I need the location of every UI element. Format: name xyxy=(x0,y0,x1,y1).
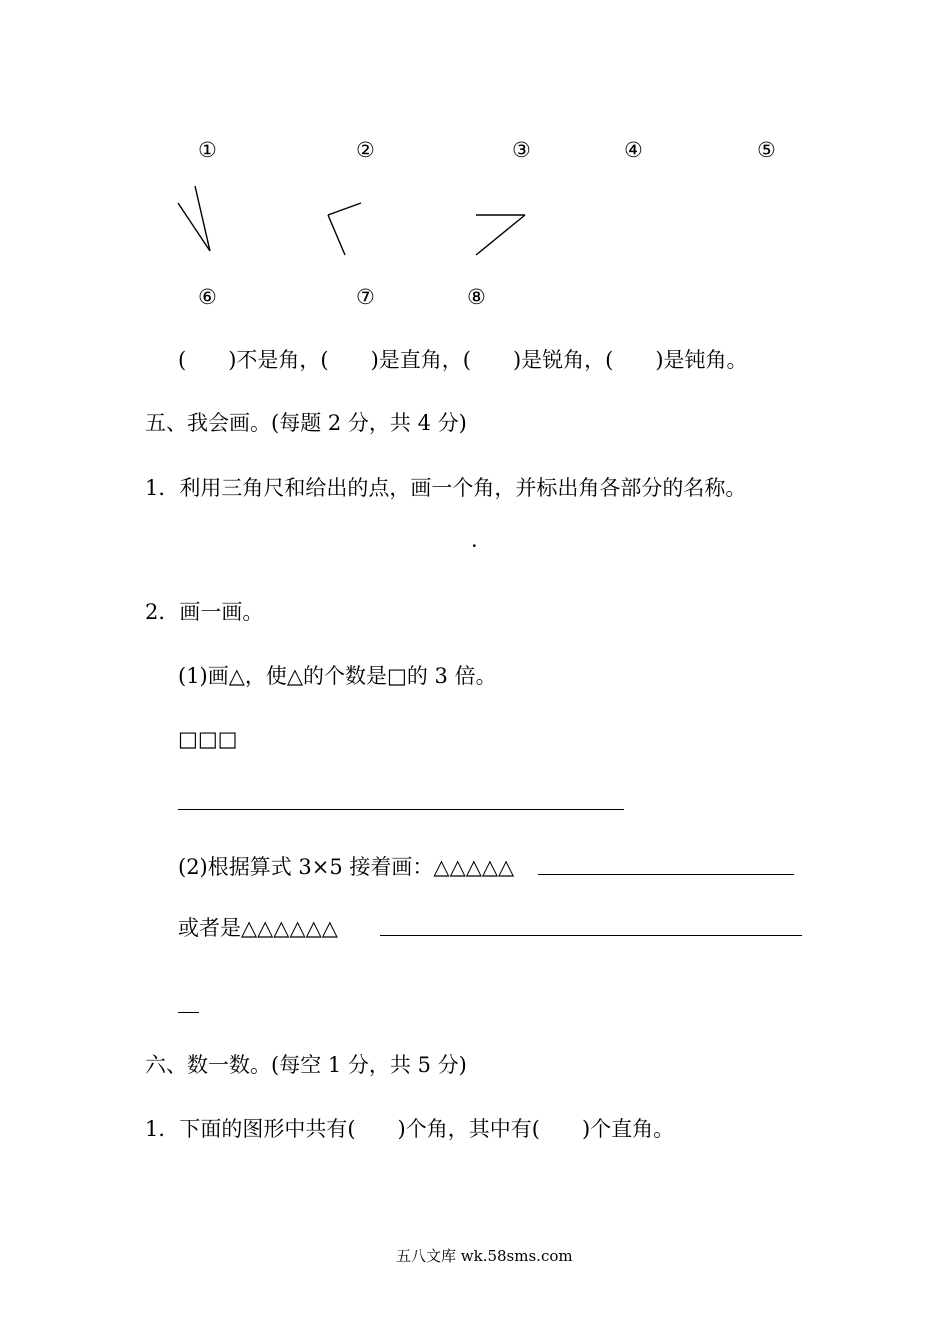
given-point: · xyxy=(471,534,478,558)
angle-label-3: ③ xyxy=(512,138,531,162)
section-5-question-1: 1．利用三角尺和给出的点，画一个角，并标出角各部分的名称。 xyxy=(145,476,747,500)
question-2-part-2: (2)根据算式 3×5 接着画：△△△△△ xyxy=(178,855,515,879)
angle-label-4: ④ xyxy=(624,138,643,162)
angle-figure-7 xyxy=(328,203,361,255)
answer-line-1[interactable] xyxy=(178,809,624,810)
angle-figure-8 xyxy=(476,215,525,255)
section-5-title: 五、我会画。(每题 2 分，共 4 分) xyxy=(145,411,467,435)
answer-line-continuation[interactable] xyxy=(178,1012,199,1013)
angle-classification-question: ( )不是角，( )是直角，( )是锐角，( )是钝角。 xyxy=(178,348,748,372)
answer-line-3[interactable] xyxy=(380,935,802,936)
page-footer: 五八文库 wk.58sms.com xyxy=(396,1247,573,1265)
section-6-question-1: 1．下面的图形中共有( )个角，其中有( )个直角。 xyxy=(145,1117,675,1141)
angle-figure-6 xyxy=(178,186,210,251)
answer-line-2[interactable] xyxy=(538,874,794,875)
given-squares: □□□ xyxy=(178,727,238,751)
question-2-part-2-alternative: 或者是△△△△△△ xyxy=(178,916,338,940)
angle-label-1: ① xyxy=(198,138,217,162)
angle-label-2: ② xyxy=(356,138,375,162)
question-2-part-1: (1)画△，使△的个数是□的 3 倍。 xyxy=(178,664,497,688)
angle-label-5: ⑤ xyxy=(757,138,776,162)
section-6-title: 六、数一数。(每空 1 分，共 5 分) xyxy=(145,1053,467,1077)
angle-label-7: ⑦ xyxy=(356,285,375,309)
angle-label-6: ⑥ xyxy=(198,285,217,309)
angle-label-8: ⑧ xyxy=(467,285,486,309)
section-5-question-2: 2．画一画。 xyxy=(145,600,264,624)
